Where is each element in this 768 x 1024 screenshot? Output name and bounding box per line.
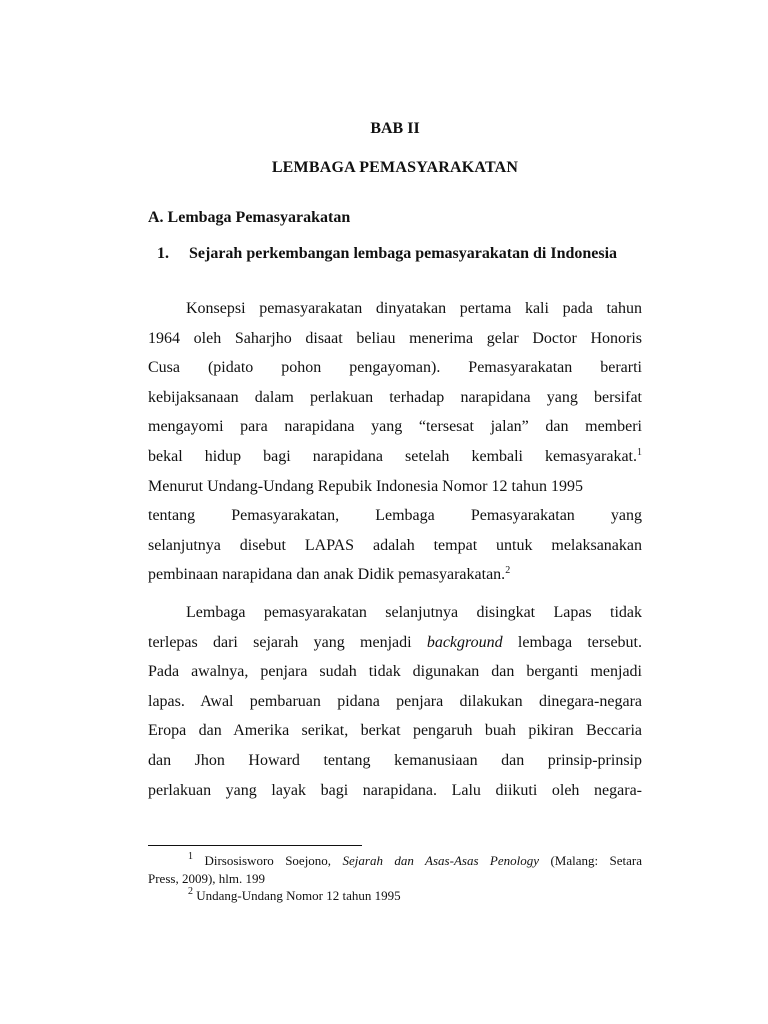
- subsection-title: Sejarah perkembangan lembaga pemasyarakatan di Indonesia: [189, 245, 618, 262]
- italic-term: background: [426, 633, 503, 651]
- subsection-heading: [157, 239, 642, 269]
- paragraph-line-text: terlepas dari sejarah yang menjadi: [148, 633, 412, 651]
- chapter-number: BAB II: [370, 120, 420, 137]
- paragraph-line: kebijaksanaan dalam perlakuan terhadap narapidana yang bersifat: [148, 388, 642, 406]
- paragraph-line: [148, 560, 642, 590]
- paragraph-line: mengayomi para narapidana yang “tersesat jalan” dan memberi: [148, 418, 642, 436]
- paragraph-line: Cusa (pidato pohon pengayoman). Pemasyarakatan berarti: [148, 359, 642, 377]
- footnote-ref-2[interactable]: 2: [505, 565, 511, 577]
- section-heading: A. Lembaga Pemasyarakatan: [148, 209, 351, 226]
- paragraph-line: Pada awalnya, penjara sudah tidak digunakan dan berganti menjadi: [148, 663, 642, 681]
- subsection-number: 1.: [157, 245, 169, 262]
- footnote-ref-1[interactable]: 1: [637, 446, 642, 458]
- paragraph-line: 1964 oleh Saharjho disaat beliau menerima gelar Doctor Honoris: [148, 329, 642, 347]
- footnotes: [148, 852, 642, 905]
- paragraph-line: [148, 442, 642, 472]
- paragraph-1: [148, 294, 642, 590]
- paragraph-line: selanjutnya disebut LAPAS adalah tempat untuk melaksanakan: [148, 536, 642, 554]
- paragraph-2: [148, 598, 642, 805]
- paragraph-line-text: lembaga tersebut.: [517, 633, 642, 651]
- footnote-2-number: 2: [188, 886, 193, 897]
- paragraph-line: Menurut Undang-Undang Repubik Indonesia Nomor 12 tahun 1995: [148, 477, 584, 495]
- footnote-1-author: Dirsosisworo Soejono,: [204, 853, 332, 868]
- footnote-1-title: Sejarah dan Asas-Asas Penology: [342, 853, 540, 868]
- paragraph-line: tentang Pemasyarakatan, Lembaga Pemasyarakatan yang: [148, 507, 642, 525]
- footnote-1-publisher: (Malang: Setara: [550, 853, 643, 868]
- paragraph-line: perlakuan yang layak bagi narapidana. Lalu diikuti oleh negara-: [148, 781, 642, 799]
- paragraph-line: lapas. Awal pembaruan pidana penjara dilakukan dinegara-negara: [148, 692, 642, 710]
- paragraph-line-text: pembinaan narapidana dan anak Didik pemasyarakatan.: [148, 566, 506, 584]
- footnote-2: [148, 887, 642, 905]
- paragraph-line: Eropa dan Amerika serikat, berkat pengaruh buah pikiran Beccaria: [148, 722, 642, 740]
- chapter-title: LEMBAGA PEMASYARAKATAN: [271, 159, 519, 176]
- paragraph-line: Konsepsi pemasyarakatan dinyatakan pertama kali pada tahun: [186, 300, 642, 317]
- footnote-1-continued: Press, 2009), hlm. 199: [148, 870, 265, 886]
- footnote-divider: [148, 845, 362, 846]
- paragraph-line-text: bekal hidup bagi narapidana setelah kembali kemasyarakat.: [148, 447, 637, 465]
- footnote-2-text: Undang-Undang Nomor 12 tahun 1995: [196, 888, 401, 903]
- paragraph-line: Lembaga pemasyarakatan selanjutnya disingkat Lapas tidak: [186, 604, 642, 621]
- footnote-1: [148, 852, 642, 870]
- footnote-1-number: 1: [188, 851, 193, 862]
- paragraph-line: dan Jhon Howard tentang kemanusiaan dan prinsip-prinsip: [148, 751, 642, 769]
- paragraph-line: [148, 628, 642, 658]
